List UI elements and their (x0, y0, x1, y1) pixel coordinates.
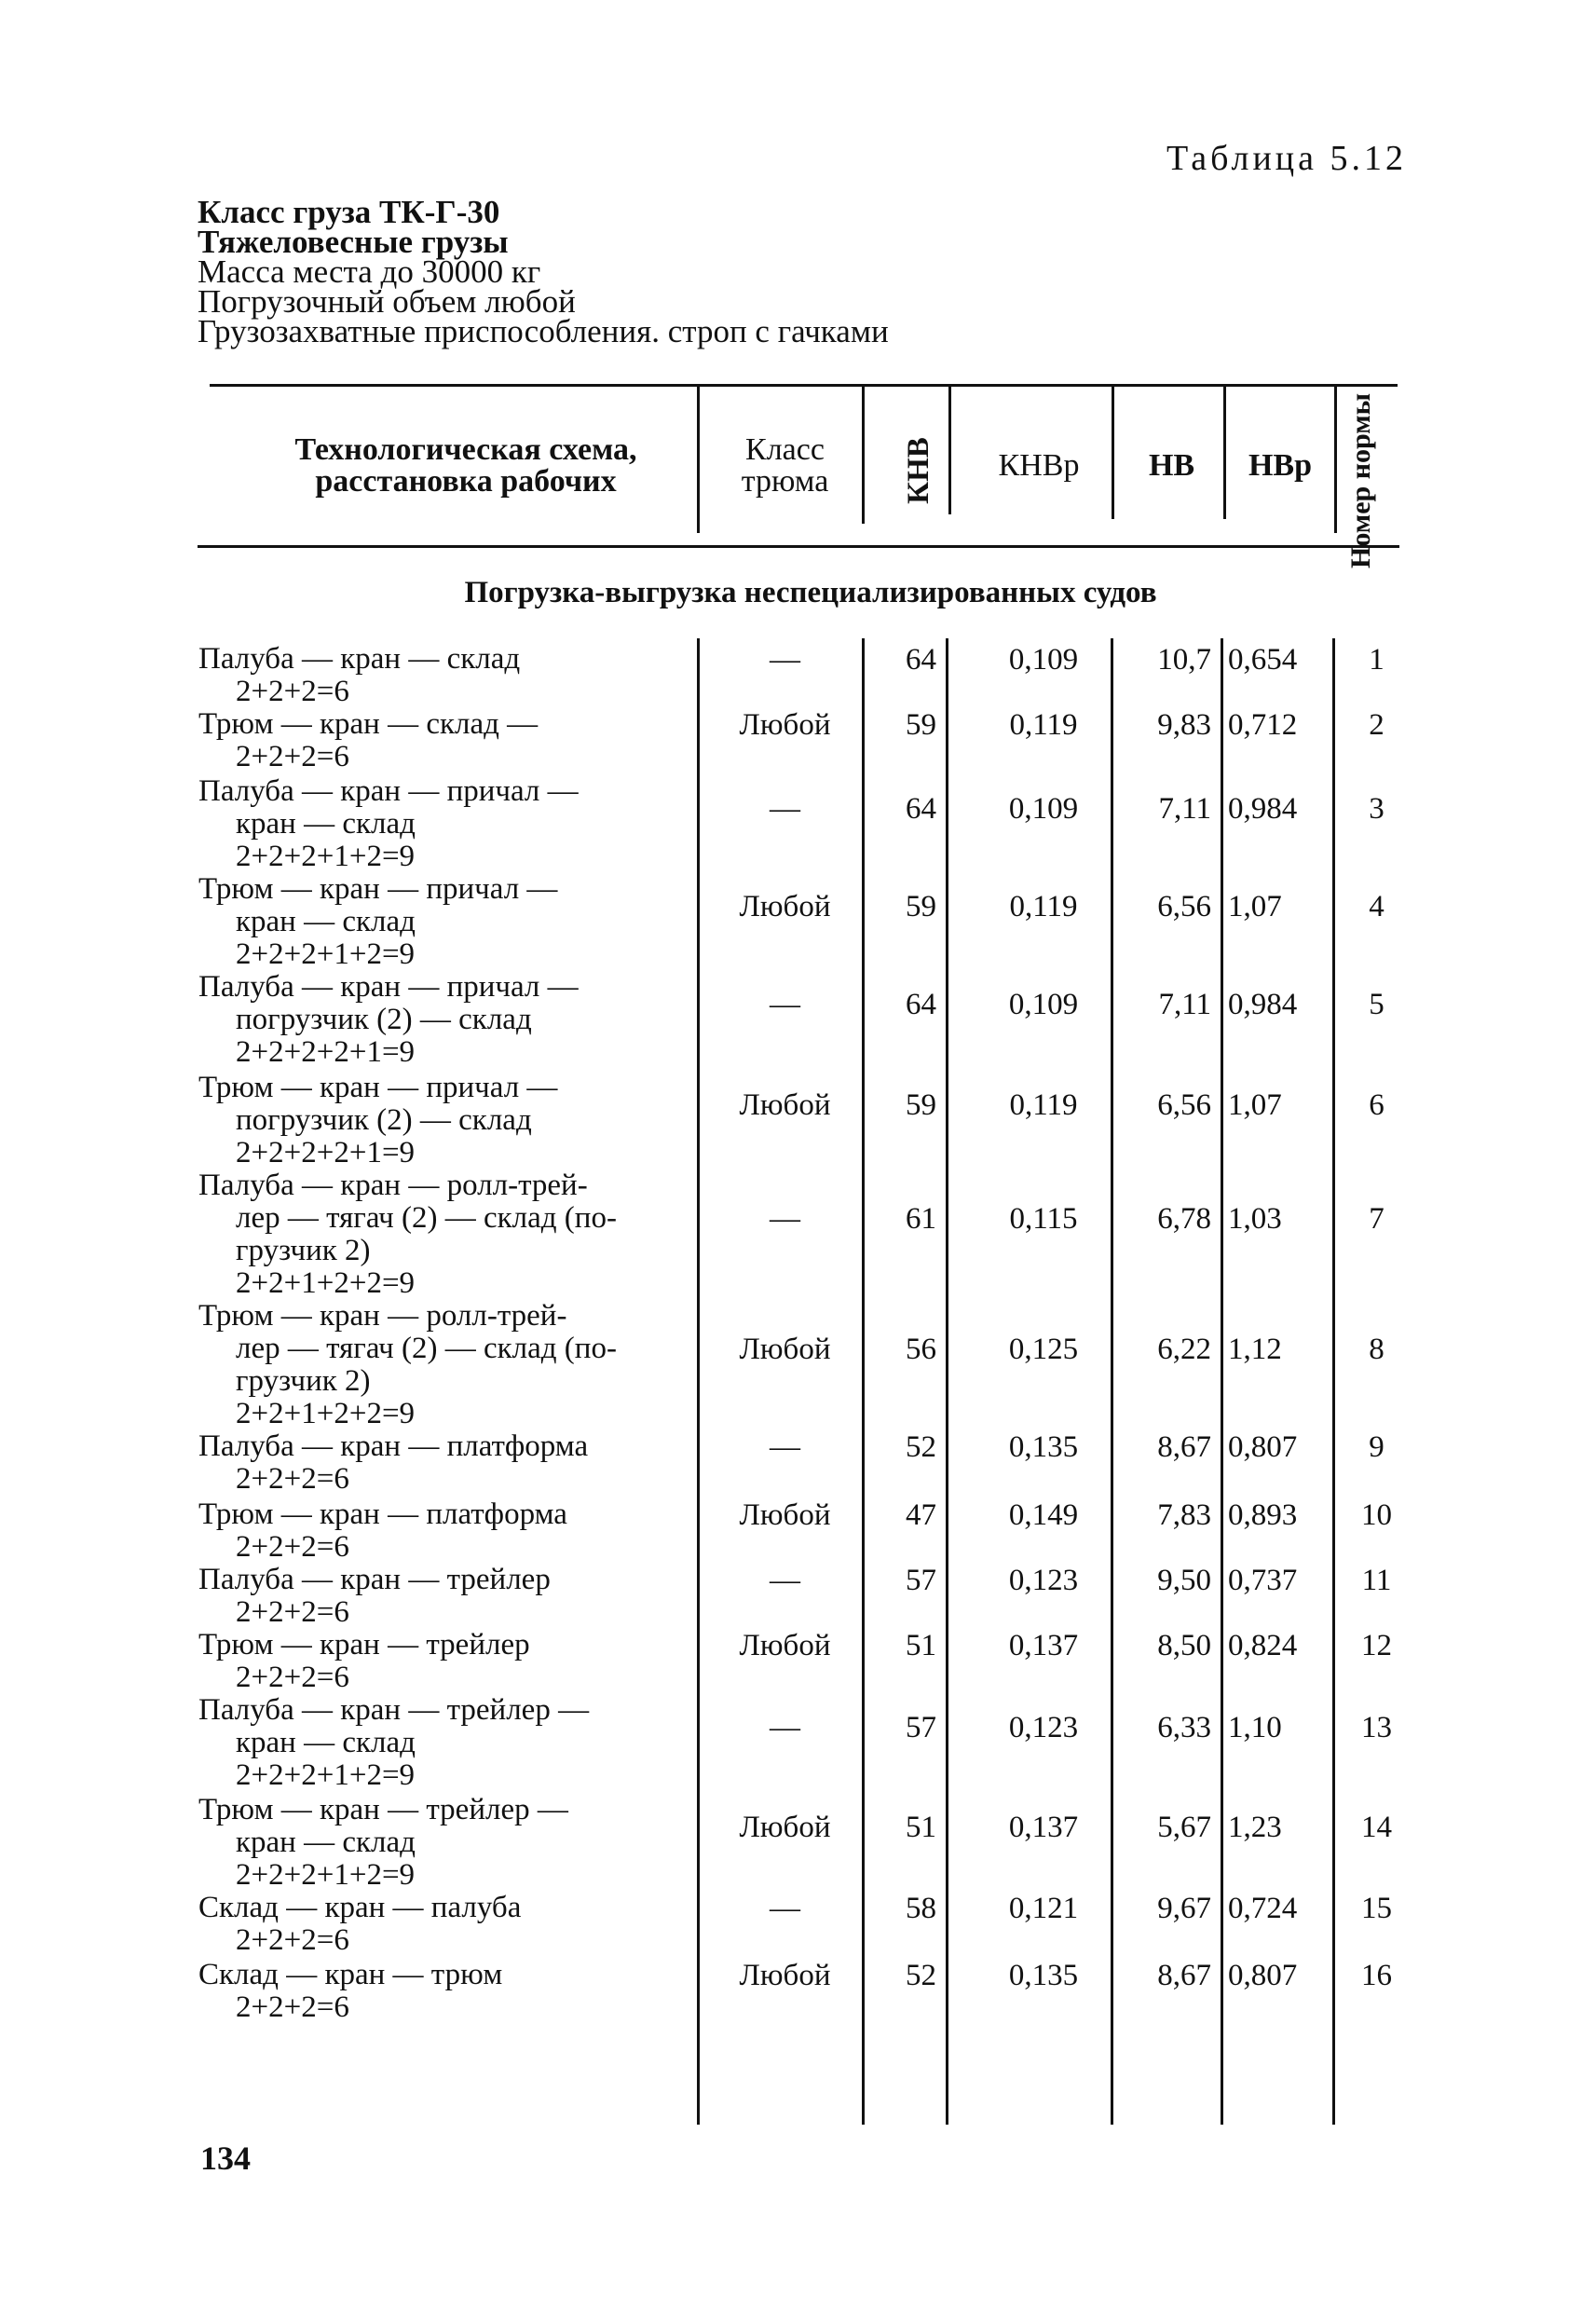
hold-class-cell: Любой (739, 1810, 831, 1844)
knvr-cell: 0,115 (1009, 1202, 1078, 1236)
scheme-cell (198, 1300, 702, 1430)
hold-class-cell: Любой (739, 1087, 831, 1122)
nvr-cell: 1,07 (1228, 1087, 1282, 1122)
hold-class-cell: Любой (739, 1959, 831, 1992)
norm-number-cell: 9 (1369, 1430, 1385, 1464)
header-nvr: НВр (1248, 448, 1313, 483)
scheme-cell (198, 1892, 702, 1957)
hold-class-cell: Любой (739, 1629, 831, 1662)
nvr-cell: 1,10 (1228, 1710, 1282, 1744)
scheme-line: Трюм — кран — платформа (198, 1497, 567, 1531)
knv-cell: 59 (906, 889, 936, 923)
scheme-line: Трюм — кран — трейлер (198, 1628, 530, 1661)
nv-cell: 9,50 (1157, 1564, 1211, 1597)
norm-number-cell: 2 (1369, 708, 1385, 742)
nvr-cell: 0,984 (1228, 987, 1298, 1021)
meta-line: Масса места до 30000 кг (198, 253, 541, 290)
scheme-line: Палуба — кран — ролл-трей- (198, 1169, 588, 1202)
scheme-cell (198, 708, 702, 773)
knvr-cell: 0,109 (1008, 643, 1079, 677)
scheme-cell (198, 1794, 702, 1892)
header-divider (948, 384, 951, 514)
header-divider (1334, 384, 1337, 533)
scheme-line: Палуба — кран — трейлер — (198, 1693, 590, 1727)
meta-line: Грузозахватные приспособления. строп с гачками (198, 313, 889, 349)
knv-cell: 59 (906, 1087, 936, 1122)
header-bottom-rule (198, 545, 1399, 548)
norm-number-cell: 6 (1369, 1087, 1385, 1122)
nv-cell: 6,56 (1157, 1087, 1211, 1122)
knvr-cell: 0,119 (1009, 889, 1078, 923)
page-number: 134 (200, 2140, 251, 2177)
scheme-line: Палуба — кран — склад (198, 642, 521, 676)
scheme-line: Трюм — кран — трейлер — (198, 1793, 568, 1826)
norm-number-cell: 1 (1369, 643, 1385, 677)
scheme-cell (198, 1959, 702, 2024)
scheme-line: погрузчик (2) — склад (236, 1003, 532, 1036)
scheme-line: 2+2+2=6 (236, 675, 349, 708)
scheme-line: Склад — кран — трюм (198, 1958, 503, 1991)
table-label: Таблица 5.12 (1166, 139, 1407, 178)
knvr-cell: 0,123 (1008, 1710, 1079, 1744)
nv-cell: 6,33 (1157, 1710, 1211, 1744)
scheme-line: 2+2+2=6 (236, 1661, 349, 1694)
header-knvr: КНВр (998, 448, 1080, 483)
cargo-meta (198, 194, 889, 349)
column-divider (862, 638, 865, 2125)
knvr-cell: 0,149 (1008, 1498, 1079, 1532)
hold-class-cell: — (770, 1202, 800, 1236)
knvr-cell: 0,137 (1008, 1810, 1079, 1844)
knvr-cell: 0,119 (1009, 708, 1078, 742)
nv-cell: 8,50 (1157, 1629, 1211, 1662)
nv-cell: 6,56 (1157, 889, 1211, 923)
knv-cell: 57 (906, 1710, 936, 1744)
knv-cell: 59 (906, 708, 936, 742)
hold-class-cell: — (770, 1430, 800, 1464)
nv-cell: 6,22 (1157, 1333, 1211, 1366)
column-divider (1221, 638, 1223, 2125)
scheme-line: 2+2+2=6 (236, 1923, 349, 1957)
knv-cell: 57 (906, 1564, 936, 1597)
nv-cell: 8,67 (1157, 1959, 1211, 1992)
scheme-cell (198, 775, 702, 873)
nv-cell: 6,78 (1157, 1202, 1211, 1236)
column-divider (946, 638, 948, 2125)
nv-cell: 9,83 (1157, 708, 1211, 742)
scheme-line: 2+2+2+1+2=9 (236, 840, 416, 873)
knv-cell: 52 (906, 1430, 936, 1464)
knv-cell: 52 (906, 1959, 936, 1992)
knvr-cell: 0,137 (1008, 1629, 1079, 1662)
scheme-line: грузчик 2) (236, 1364, 371, 1398)
norm-number-cell: 7 (1369, 1202, 1385, 1236)
knv-cell: 64 (906, 791, 936, 826)
scheme-line: 2+2+2+1+2=9 (236, 1758, 416, 1792)
scheme-line: грузчик 2) (236, 1234, 371, 1267)
scheme-line: 2+2+2=6 (236, 1990, 349, 2024)
norm-number-cell: 13 (1361, 1710, 1392, 1744)
hold-class-cell: — (770, 987, 800, 1021)
hold-class-cell: — (770, 643, 800, 677)
norm-number-cell: 16 (1361, 1959, 1392, 1992)
scheme-line: Трюм — кран — причал — (198, 872, 558, 906)
header-divider (697, 384, 700, 533)
nv-cell: 9,67 (1157, 1892, 1211, 1925)
norm-number-cell: 12 (1361, 1629, 1392, 1662)
scheme-line: 2+2+2+2+1=9 (236, 1136, 416, 1169)
nv-cell: 8,67 (1157, 1430, 1211, 1464)
header-divider (862, 384, 865, 524)
knv-cell: 64 (906, 643, 936, 677)
knv-cell: 64 (906, 987, 936, 1021)
hold-class-cell: Любой (739, 1333, 831, 1366)
norm-number-cell: 10 (1361, 1498, 1392, 1532)
nv-cell: 7,83 (1157, 1498, 1211, 1532)
scheme-line: Склад — кран — палуба (198, 1891, 522, 1924)
knvr-cell: 0,109 (1008, 791, 1079, 826)
meta-line: Класс груза ТК-Г-30 (198, 194, 500, 230)
nvr-cell: 0,807 (1228, 1430, 1298, 1464)
scheme-cell (198, 643, 702, 708)
scheme-cell (198, 1629, 702, 1694)
nv-cell: 7,11 (1158, 791, 1211, 826)
knv-cell: 51 (906, 1810, 936, 1844)
scheme-cell (198, 1169, 702, 1300)
nvr-cell: 1,07 (1228, 889, 1282, 923)
knvr-cell: 0,125 (1008, 1333, 1079, 1366)
scheme-line: 2+2+1+2+2=9 (236, 1266, 416, 1300)
nv-cell: 10,7 (1157, 643, 1211, 677)
header-top-rule (210, 384, 1398, 387)
scheme-line: лер — тягач (2) — склад (по- (236, 1201, 617, 1235)
meta-line: Погрузочный объем любой (198, 283, 576, 320)
nvr-cell: 0,807 (1228, 1959, 1298, 1992)
scheme-cell (198, 971, 702, 1069)
knv-cell: 61 (906, 1202, 936, 1236)
scheme-cell (198, 1072, 702, 1169)
meta-line: Тяжеловесные грузы (198, 224, 509, 260)
knvr-cell: 0,135 (1008, 1430, 1079, 1464)
scheme-line: Палуба — кран — платформа (198, 1429, 589, 1463)
scheme-line: кран — склад (236, 1826, 416, 1859)
scheme-cell (198, 873, 702, 971)
scheme-line: 2+2+2=6 (236, 740, 349, 773)
hold-class-cell: Любой (739, 1498, 831, 1532)
nvr-cell: 0,712 (1228, 708, 1298, 742)
knvr-cell: 0,135 (1008, 1959, 1079, 1992)
nvr-cell: 0,824 (1228, 1629, 1298, 1662)
hold-class-cell: Любой (739, 708, 831, 742)
hold-class-cell: — (770, 1892, 800, 1925)
header-nv: НВ (1148, 448, 1195, 483)
nvr-cell: 1,12 (1228, 1333, 1282, 1366)
knvr-cell: 0,123 (1008, 1564, 1079, 1597)
scheme-line: погрузчик (2) — склад (236, 1103, 532, 1137)
hold-class-cell: — (770, 1564, 800, 1597)
scheme-line: Трюм — кран — причал — (198, 1071, 558, 1104)
knvr-cell: 0,109 (1008, 987, 1079, 1021)
header-divider (1223, 384, 1226, 519)
header-scheme: Технологическая схема, расстановка рабочих (294, 432, 637, 499)
scheme-line: 2+2+2+1+2=9 (236, 937, 416, 971)
scheme-line: 2+2+2=6 (236, 1462, 349, 1496)
scheme-line: кран — склад (236, 905, 416, 938)
nvr-cell: 0,724 (1228, 1892, 1298, 1925)
scheme-cell (198, 1430, 702, 1496)
scheme-line: Палуба — кран — причал — (198, 774, 579, 808)
norm-number-cell: 14 (1361, 1810, 1392, 1844)
scheme-line: Палуба — кран — трейлер (198, 1563, 551, 1596)
scheme-line: Палуба — кран — причал — (198, 970, 579, 1004)
knv-cell: 56 (906, 1333, 936, 1366)
scheme-line: Трюм — кран — склад — (198, 707, 539, 741)
knv-cell: 47 (906, 1498, 936, 1532)
scheme-cell (198, 1498, 702, 1564)
hold-class-cell: — (770, 1710, 800, 1744)
header-knv: КНВ (902, 437, 935, 504)
norm-number-cell: 15 (1361, 1892, 1392, 1925)
scheme-cell (198, 1564, 702, 1629)
norm-number-cell: 11 (1361, 1564, 1392, 1597)
knv-cell: 51 (906, 1629, 936, 1662)
norm-number-cell: 3 (1369, 791, 1385, 826)
scheme-line: кран — склад (236, 1726, 416, 1759)
nv-cell: 7,11 (1158, 987, 1211, 1021)
header-norm-number: Номер нормы (1345, 392, 1376, 568)
knv-cell: 58 (906, 1892, 936, 1925)
norm-number-cell: 8 (1369, 1333, 1385, 1366)
nvr-cell: 1,03 (1228, 1202, 1282, 1236)
header-hold-class: Класс трюма (741, 432, 829, 499)
scheme-cell (198, 1694, 702, 1792)
scheme-line: 2+2+2=6 (236, 1595, 349, 1629)
section-title: Погрузка-выгрузка неспециализированных судов (464, 576, 1157, 609)
scheme-line: 2+2+2=6 (236, 1530, 349, 1564)
scheme-line: лер — тягач (2) — склад (по- (236, 1332, 617, 1365)
nvr-cell: 0,893 (1228, 1498, 1298, 1532)
scheme-line: 2+2+2+1+2=9 (236, 1858, 416, 1892)
nvr-cell: 1,23 (1228, 1810, 1282, 1844)
header-divider (1112, 384, 1114, 519)
scheme-line: кран — склад (236, 807, 416, 841)
norm-number-cell: 4 (1369, 889, 1385, 923)
norm-number-cell: 5 (1369, 987, 1385, 1021)
knvr-cell: 0,121 (1008, 1892, 1079, 1925)
knvr-cell: 0,119 (1009, 1087, 1078, 1122)
nvr-cell: 0,654 (1228, 643, 1298, 677)
hold-class-cell: — (770, 791, 800, 826)
nv-cell: 5,67 (1157, 1810, 1211, 1844)
scheme-line: 2+2+1+2+2=9 (236, 1397, 416, 1430)
nvr-cell: 0,984 (1228, 791, 1298, 826)
nvr-cell: 0,737 (1228, 1564, 1298, 1597)
scheme-line: 2+2+2+2+1=9 (236, 1035, 416, 1069)
hold-class-cell: Любой (739, 889, 831, 923)
scheme-line: Трюм — кран — ролл-трей- (198, 1299, 567, 1333)
